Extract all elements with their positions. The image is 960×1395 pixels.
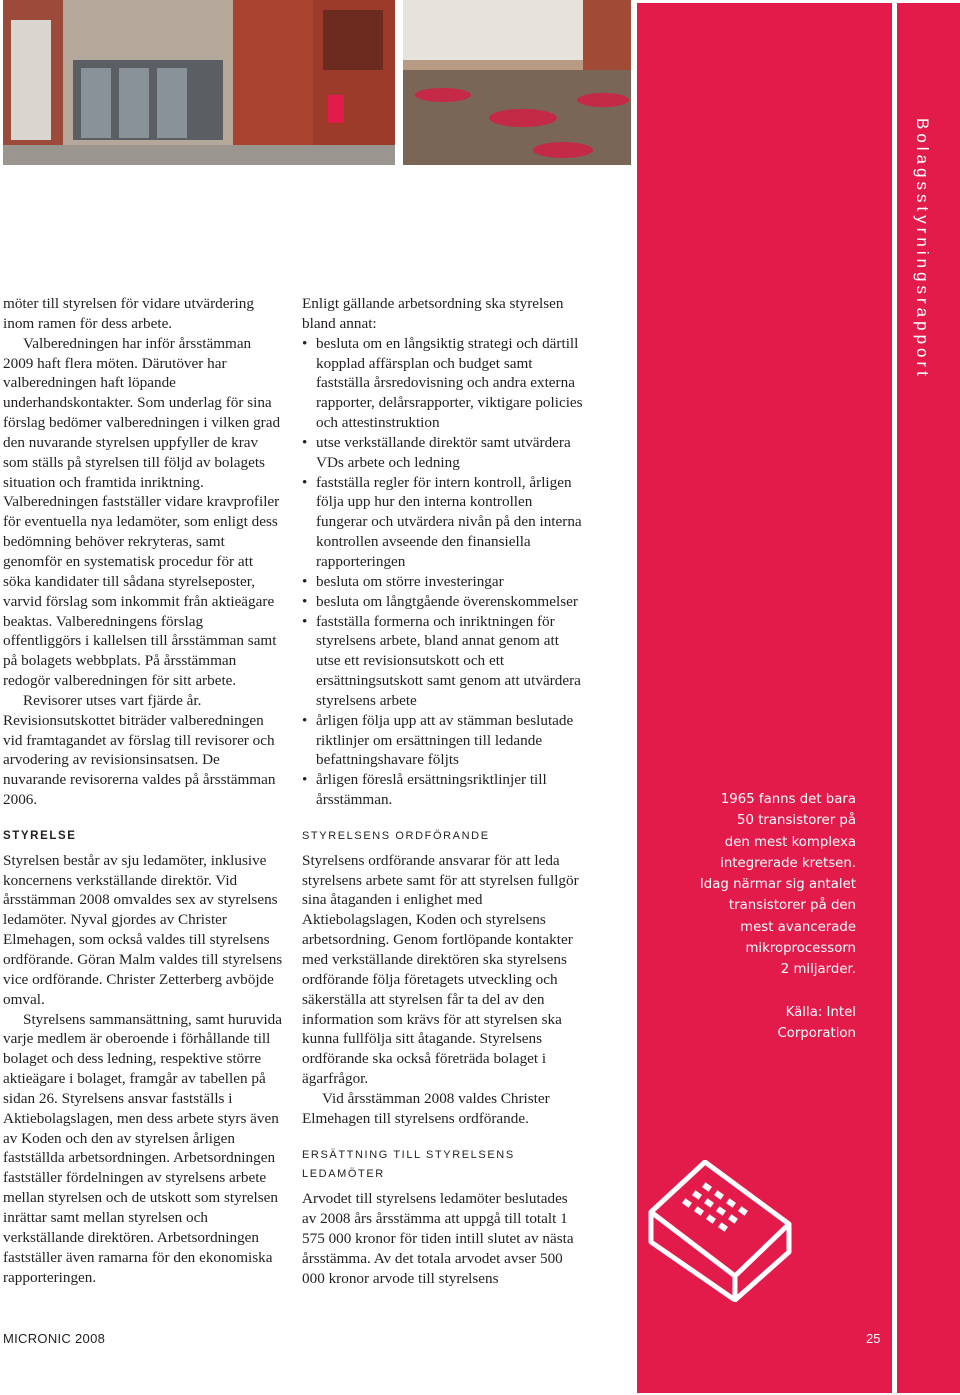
- bullet-list: [302, 334, 584, 810]
- fact-line: 50 transistorer på: [737, 813, 856, 829]
- section-heading: STYRELSE: [3, 829, 77, 842]
- fact-line: Idag närmar sig antalet: [699, 877, 856, 893]
- fact-source: Corporation: [777, 1025, 856, 1041]
- section-heading: STYRELSENS ORDFÖRANDE: [302, 829, 490, 842]
- fact-line: mest avancerade: [740, 919, 856, 935]
- fact-source: Källa: Intel: [785, 1004, 856, 1020]
- left-column: [3, 294, 283, 1287]
- footer-company: MICRONIC 2008: [3, 1331, 106, 1346]
- paragraph: Styrelsen består av sju ledamöter, inklusive koncernens verkställande direktör. Vid årsstämman 2008 omvaldes sex av styrelsens ledamöter. Nyval gjordes av Christer Elmehagen, som också valdes till styrelsens ordförande. Göran Malm valdes till styrelsens vice ordförande. Christer Zetterberg avböjde omval.: [3, 851, 283, 1008]
- list-item: • besluta om långtgående överenskommelser: [302, 592, 584, 612]
- fact-line: 2 miljarder.: [780, 962, 856, 978]
- fact-box: [690, 789, 856, 1044]
- paragraph: Enligt gällande arbetsordning ska styrelsen bland annat:: [302, 295, 564, 332]
- list-item: • besluta om en långsiktig strategi och därtill kopplad affärsplan och budget samt fastställa årsredovisning och andra externa rapporter, delårsrapporter, viktigare policies och attestinstruktion: [302, 334, 584, 433]
- middle-column: [302, 294, 584, 1289]
- fact-line: mikroprocessorn: [745, 941, 856, 957]
- list-item: • årligen följa upp att av stämman beslutade riktlinjer om ersättningen till ledande befattningshavare följts: [302, 711, 584, 771]
- paragraph: Arvodet till styrelsens ledamöter beslutades av 2008 års årsstämma att uppgå till totalt 1 575 000 kronor för tiden intill slutet av nästa årsstämma. Av det totala arvodet avser 500 000 kronor arvode till styrelsens: [302, 1190, 574, 1287]
- paragraph: Vid årsstämman 2008 valdes Christer Elmehagen till styrelsens ordförande.: [302, 1089, 550, 1127]
- paragraph: möter till styrelsen för vidare utvärdering inom ramen för dess arbete.: [3, 295, 254, 332]
- list-item: • årligen föreslå ersättningsriktlinjer till årsstämman.: [302, 770, 584, 810]
- fact-line: 1965 fanns det bara: [720, 792, 856, 807]
- list-item: • besluta om större investeringar: [302, 572, 584, 592]
- paragraph: Styrelsens sammansättning, samt huruvida varje medlem är oberoende i förhållande till bolaget och dess ledning, respektive större aktieägare i bolaget, framgår av tabellen på sidan 26. Styrelsens ansvar fastställs i Aktiebolagslagen, men dess arbete styrs även av Koden och den av styrelsen årligen fastställda arbetsordningen. Arbetsordningen fastställer fördelningen av styrelsens arbete mellan styrelsen och de utskott som styrelsen inrättar samt mellan styrelsen och verkställande direktören. Arbetsordningen fastställer även ramarna för den ekonomiska rapporteringen.: [3, 1010, 282, 1286]
- paragraph: Valberedningen har inför årsstämman 2009 haft flera möten. Därutöver har valberedningen haft löpande underhandskontakter. Som underlag för sina förslag bedömer valberedningen i vilken grad den nuvarande styrelsen uppfyller de krav som ställs på styrelsen till följd av bolagets situation och framtida inriktning. Valberedningen fastställer vidare kravprofiler för eventuella nya ledamöter, som enligt dess bedömning behöver rekryteras, samt genomför en systematisk procedur för att söka kandidater till sådana styrelseposter, varvid förslag som inkommit från aktieägare beaktas. Valberedningens förslag offentliggörs i kallelsen till årsstämman samt på bolagets webbplats. På årsstämman redogör valberedningen för sitt arbete.: [3, 334, 281, 690]
- interior-photo: [403, 0, 631, 165]
- laptop-icon: [643, 1160, 793, 1302]
- list-item: • fastställa formerna och inriktningen för styrelsens arbete, bland annat genom att utse ett revisionsutskott och ett ersättningsutskott samt genom att utvärdera styrelsens arbete: [302, 612, 584, 711]
- building-photo: [3, 0, 395, 165]
- section-heading: ERSÄTTNING TILL STYRELSENS LEDAMÖTER: [302, 1148, 515, 1181]
- list-item: • fastställa regler för intern kontroll, årligen följa upp hur den interna kontrollen fungerar och utvärdera nivån på den interna kontrollen avseende den finansiella rapporteringen: [302, 473, 584, 572]
- paragraph: Revisorer utses vart fjärde år. Revisionsutskottet biträder valberedningen vid framtagandet av förslag till revisorer och arvodering av revisionsinsatsen. De nuvarande revisorerna valdes på årsstämman 2006.: [3, 691, 276, 809]
- section-title: Bolagsstyrningsrapport: [913, 118, 932, 380]
- fact-line: transistorer på den: [728, 898, 856, 914]
- paragraph: Styrelsens ordförande ansvarar för att leda styrelsens arbete samt för att styrelsen fullgör sina åtaganden i enlighet med Aktiebolagslagen, Koden och styrelsens arbetsordning. Genom fortlöpande kontakter med verkställande direktören ska styrelsens ordförande följa företagets utveckling och säkerställa att styrelsen får ta del av den information som krävs för att styrelsen ska kunna fullfölja sitt åtagande. Styrelsens ordförande ska också företräda bolaget i ägarfrågor.: [302, 851, 579, 1088]
- page-number: 25: [866, 1331, 881, 1346]
- list-item: • utse verkställande direktör samt utvärdera VDs arbete och ledning: [302, 433, 584, 473]
- fact-line: den mest komplexa: [724, 834, 856, 850]
- fact-line: integrerade kretsen.: [720, 855, 856, 871]
